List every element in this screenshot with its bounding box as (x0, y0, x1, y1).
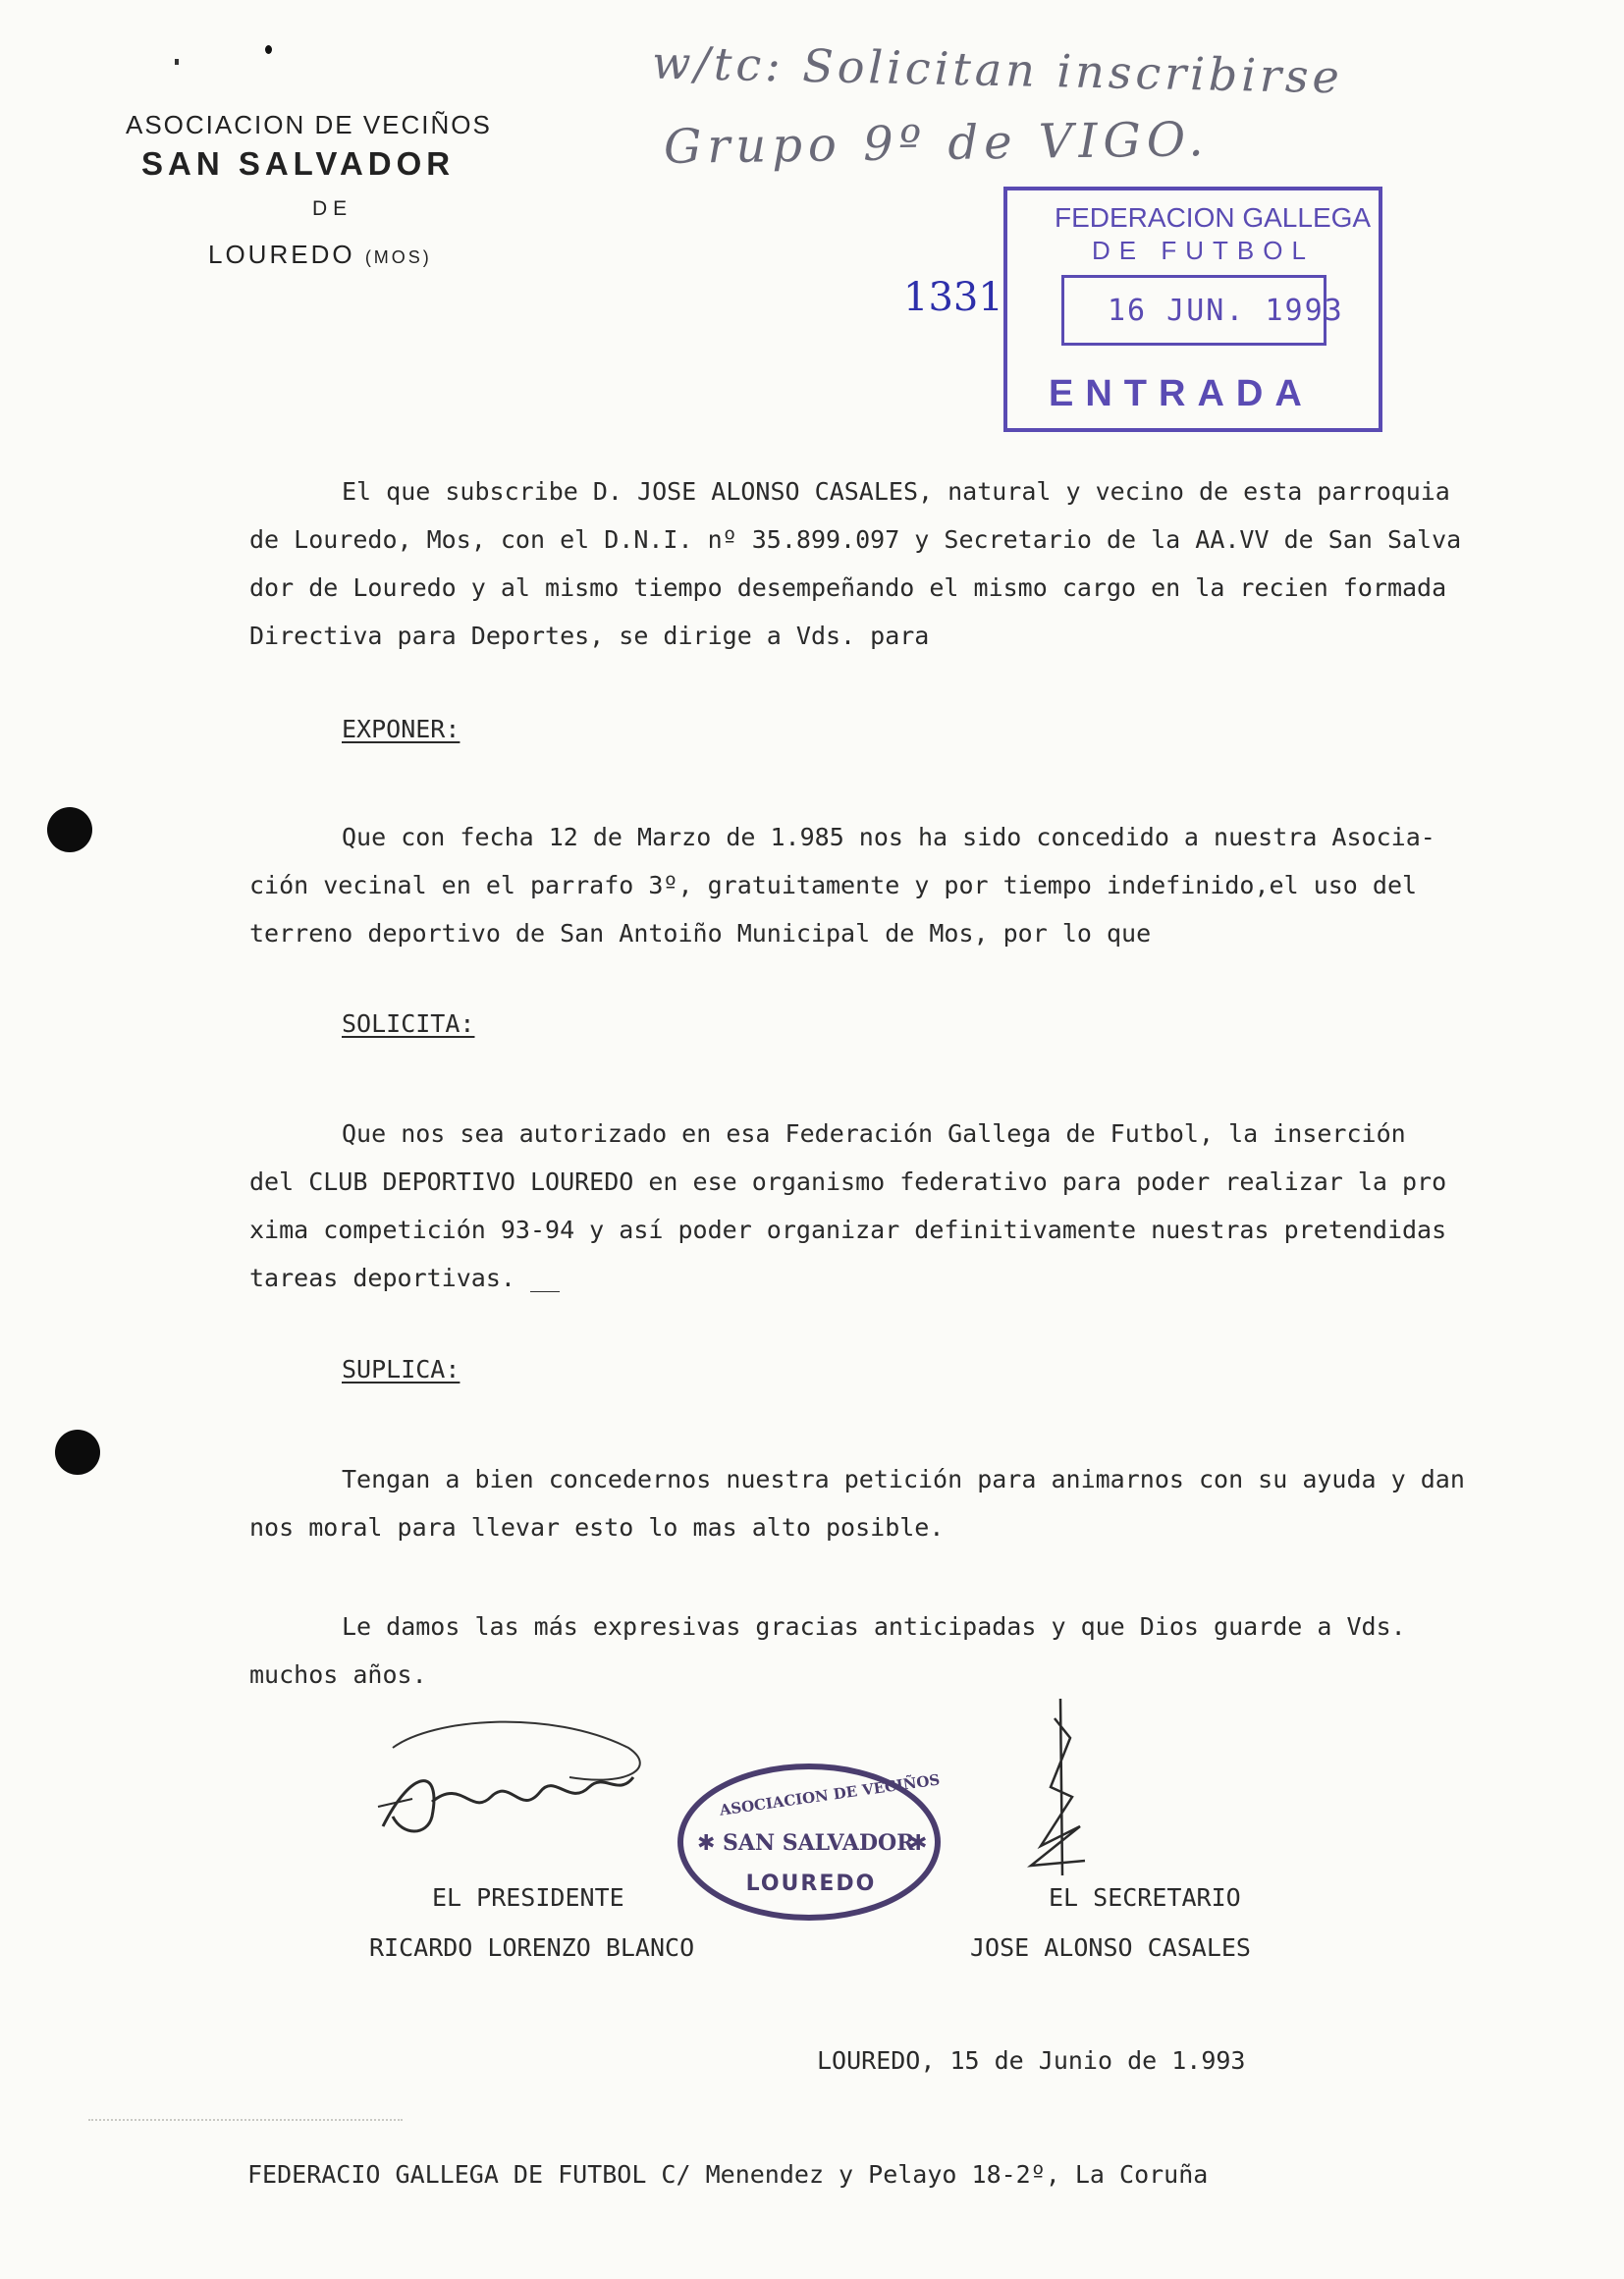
text-line: del CLUB DEPORTIVO LOUREDO en ese organismo federativo para poder realizar la pro (249, 1167, 1447, 1196)
stamp-org-line-2: DE FUTBOL (1092, 236, 1315, 265)
paragraph-suplica (249, 1455, 1506, 1551)
heading-suplica: SUPLICA: (342, 1355, 460, 1384)
letterhead-line-3: DE (312, 197, 353, 220)
text-line: Le damos las más expresivas gracias anticipadas y que Dios guarde a Vds. (342, 1612, 1406, 1641)
text-line: dor de Louredo y al mismo tiempo desempeñando el mismo cargo en la recien formada (249, 573, 1447, 602)
president-role: EL PRESIDENTE (432, 1883, 624, 1912)
secretary-role: EL SECRETARIO (1049, 1883, 1241, 1912)
paragraph-solicita (249, 1110, 1506, 1302)
text-line: xima competición 93-94 y así poder organizar definitivamente nuestras pretendidas (249, 1216, 1447, 1244)
text-line: ción vecinal en el parrafo 3º, gratuitamente y por tiempo indefinido,el uso del (249, 871, 1418, 899)
heading-solicita: SOLICITA: (342, 1009, 475, 1038)
text-line: nos moral para llevar esto lo mas alto posible. (249, 1513, 945, 1542)
secretary-name: JOSE ALONSO CASALES (970, 1933, 1251, 1962)
text-line: Directiva para Deportes, se dirige a Vds. para (249, 622, 930, 650)
entry-stamp (1003, 187, 1382, 432)
letterhead-line-4 (208, 240, 432, 270)
handwritten-note-line-2: Grupo 9º de VIGO. (663, 112, 1210, 175)
punch-hole-top (47, 807, 92, 852)
text-line: Que nos sea autorizado en esa Federación Gallega de Futbol, la inserción (342, 1119, 1406, 1148)
text-line: terreno deportivo de San Antoiño Municipal de Mos, por lo que (249, 919, 1152, 948)
president-name: RICARDO LORENZO BLANCO (369, 1933, 695, 1962)
letterhead-municipality: (MOS) (364, 247, 432, 267)
seal-middle-text: SAN SALVADOR (723, 1830, 915, 1856)
paragraph-exponer (249, 813, 1506, 957)
recipient-address: FEDERACIO GALLEGA DE FUTBOL C/ Menendez y Pelayo 18-2º, La Coruña (247, 2160, 1209, 2189)
text-line: muchos años. (249, 1660, 427, 1689)
text-line: de Louredo, Mos, con el D.N.I. nº 35.899.097 y Secretario de la AA.VV de San Salva (249, 525, 1462, 554)
letterhead-line-2: SAN SALVADOR (141, 145, 456, 182)
seal-star-left: ✱ (697, 1830, 716, 1855)
handwritten-registry-number: 1331 (903, 275, 1003, 320)
secretary-signature (1011, 1699, 1110, 1885)
stamp-label: ENTRADA (1049, 373, 1314, 414)
paragraph-intro (249, 467, 1506, 660)
seal-star-right: ✱ (909, 1830, 928, 1855)
seal-bottom-text: LOUREDO (745, 1872, 877, 1896)
text-line: El que subscribe D. JOSE ALONSO CASALES, natural y vecino de esta parroquia (342, 477, 1450, 506)
place-date: LOUREDO, 15 de Junio de 1.993 (817, 2046, 1246, 2075)
faint-dotted-mark (88, 2119, 403, 2121)
handwritten-note-line-1: w/tc: Solicitan inscribirse (651, 35, 1344, 104)
ink-speck (265, 45, 272, 54)
ink-speck (175, 59, 179, 65)
letterhead-place: LOUREDO (208, 240, 355, 269)
text-line: Que con fecha 12 de Marzo de 1.985 nos ha sido concedido a nuestra Asocia- (342, 823, 1435, 851)
text-line: tareas deportivas. __ (249, 1264, 561, 1292)
stamp-date: 16 JUN. 1993 (1108, 294, 1344, 328)
letterhead-line-1: ASOCIACION DE VECIÑOS (126, 110, 492, 139)
seal-top-text: ASOCIACION DE VECIÑOS (718, 1770, 942, 1819)
punch-hole-bottom (55, 1430, 100, 1475)
heading-exponer: EXPONER: (342, 715, 460, 743)
president-signature (373, 1709, 668, 1856)
stamp-org-line-1: FEDERACION GALLEGA (1055, 202, 1372, 233)
stamp-date-box (1061, 275, 1344, 346)
text-line: Tengan a bien concedernos nuestra petición para animarnos con su ayuda y dan (342, 1465, 1465, 1493)
paragraph-closing (249, 1602, 1506, 1699)
association-seal (677, 1764, 941, 1921)
